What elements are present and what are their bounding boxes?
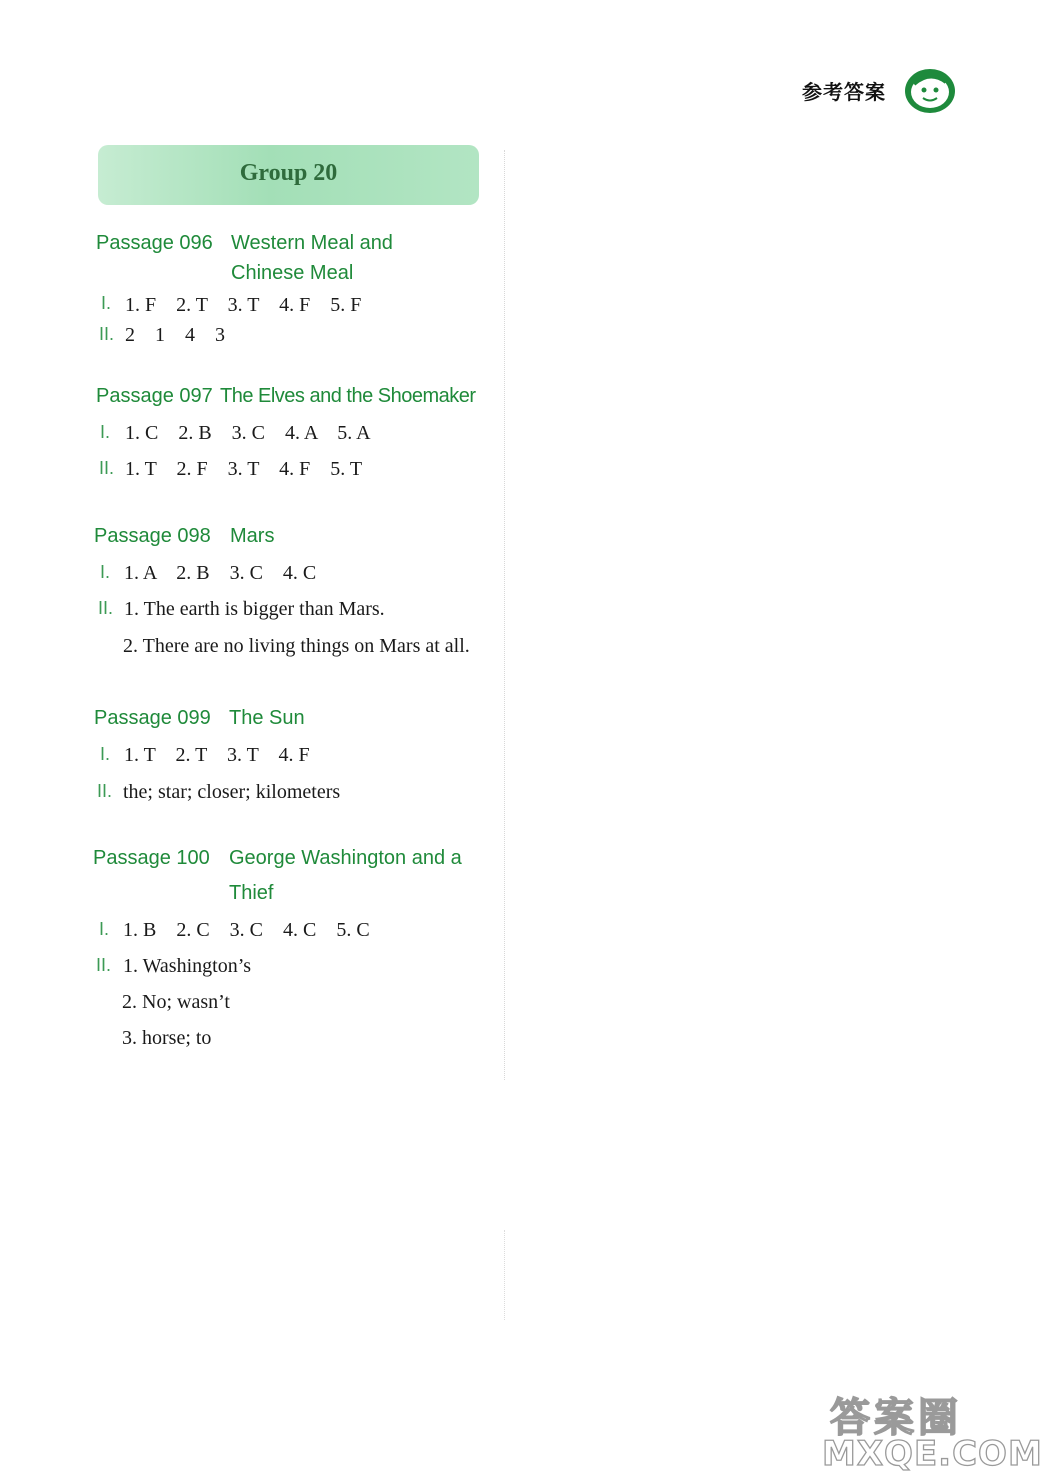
answer-line: 1. A 2. B 3. C 4. C [124,562,317,584]
answer-line: 1. F 2. T 3. T 4. F 5. F [125,294,362,316]
section-roman-ii: II. [99,324,115,344]
passage-title: Western Meal and [231,232,393,254]
passage-title: The Sun [229,707,305,729]
passage-title: The Elves and the Shoemaker [220,385,476,407]
answer-line: 1. C 2. B 3. C 4. A 5. A [125,422,371,444]
passage-number: Passage 096 [96,232,213,254]
group-title: Group 20 [239,160,338,186]
passage-number: Passage 100 [93,847,210,869]
watermark-bottom-text: MXQE.COM [822,1434,1043,1474]
passage-title-continued: Chinese Meal [231,262,354,284]
group-banner [98,145,479,205]
section-roman-i: I. [100,562,111,582]
answer-line: 2. No; wasn’t [122,991,230,1013]
mascot-logo-icon [902,66,958,116]
answer-line: 3. horse; to [122,1027,212,1049]
answer-line: 1. T 2. T 3. T 4. F [124,744,310,766]
section-roman-ii: II. [98,598,114,618]
section-roman-i: I. [100,422,111,442]
answer-line: the; star; closer; kilometers [123,781,341,803]
page-header-title: 参考答案 [802,80,886,104]
answer-line: 2. There are no living things on Mars at all. [123,635,470,657]
answer-line: 1. B 2. C 3. C 4. C 5. C [123,919,370,941]
passage-title: George Washington and a [229,847,462,869]
answer-line: 1. Washington’s [123,955,252,977]
passage-number: Passage 099 [94,707,211,729]
section-roman-ii: II. [99,458,115,478]
answer-line: 2 1 4 3 [125,324,225,346]
watermark-top-text: 答案圈 [830,1395,962,1441]
answer-line: 1. T 2. F 3. T 4. F 5. T [125,458,363,480]
passage-title-continued: Thief [229,882,274,904]
column-divider [504,150,505,1080]
section-roman-ii: II. [97,781,113,801]
column-divider-lower [504,1230,505,1320]
section-roman-i: I. [101,293,112,313]
watermark [822,1386,1043,1476]
section-roman-i: I. [100,744,111,764]
section-roman-i: I. [99,919,110,939]
section-roman-ii: II. [96,955,112,975]
passage-title: Mars [230,525,275,547]
passage-number: Passage 098 [94,525,211,547]
answer-line: 1. The earth is bigger than Mars. [124,598,385,620]
passage-number: Passage 097 [96,385,213,407]
